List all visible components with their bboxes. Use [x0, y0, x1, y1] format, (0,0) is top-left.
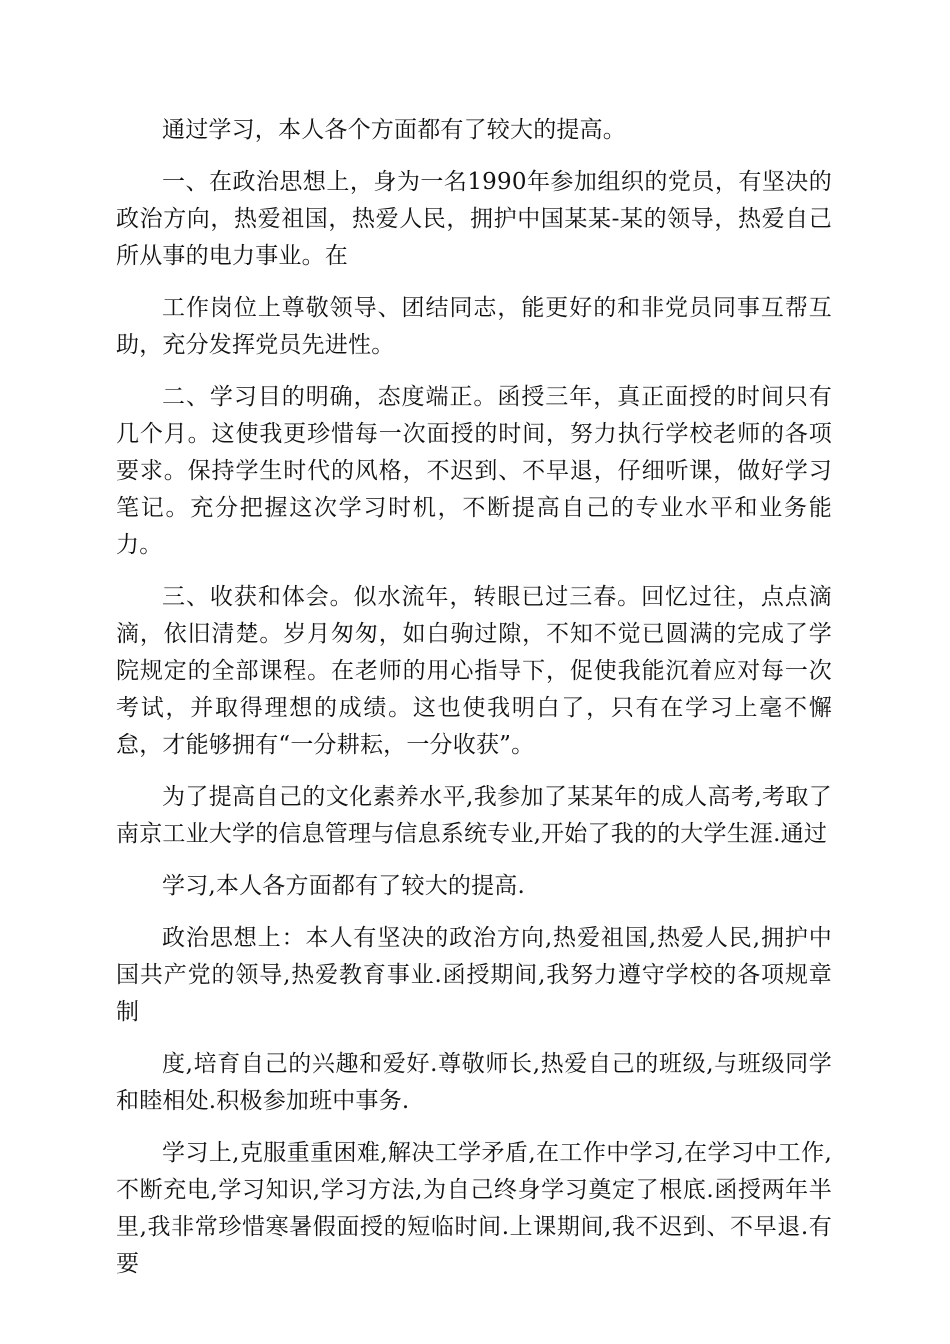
paragraph-10: 学习上,克服重重困难,解决工学矛盾,在工作中学习,在学习中工作,不断充电,学习知识,学习方法,为自己终身学习奠定了根底.函授两年半里,我非常珍惜寒暑假面授的短临时间.上课期间,我不迟到、不早退.有要: [116, 1140, 832, 1277]
document-body: [116, 112, 832, 1298]
paragraph-2: 一、在政治思想上，身为一名1990年参加组织的党员，有坚决的政治方向，热爱祖国，热爱人民，拥护中国某某-某的领导，热爱自己所从事的电力事业。在: [116, 169, 832, 269]
paragraph-3: 工作岗位上尊敬领导、团结同志，能更好的和非党员同事互帮互助，充分发挥党员先进性。: [116, 295, 832, 358]
paragraph-5: 三、收获和体会。似水流年，转眼已过三春。回忆过往，点点滴滴，依旧清楚。岁月匆匆，如白驹过隙，不知不觉已圆满的完成了学院规定的全部课程。在老师的用心指导下，促使我能沉着应对每一次考试，并取得理想的成绩。这也使我明白了，只有在学习上毫不懈怠，才能够拥有“一分耕耘，一分收获”。: [116, 584, 832, 758]
paragraph-1: 通过学习，本人各个方面都有了较大的提高。: [162, 117, 626, 143]
paragraph-4: 二、学习目的明确，态度端正。函授三年，真正面授的时间只有几个月。这使我更珍惜每一次面授的时间，努力执行学校老师的各项要求。保持学生时代的风格，不迟到、不早退，仔细听课，做好学习笔记。充分把握这次学习时机，不断提高自己的专业水平和业务能力。: [116, 384, 832, 558]
paragraph-8: 政治思想上：本人有坚决的政治方向,热爱祖国,热爱人民,拥护中国共产党的领导,热爱教育事业.函授期间,我努力遵守学校的各项规章制: [116, 925, 832, 1025]
paragraph-7: 学习,本人各方面都有了较大的提高.: [162, 873, 526, 899]
paragraph-9: 度,培育自己的兴趣和爱好.尊敬师长,热爱自己的班级,与班级同学和睦相处.积极参加班中事务.: [116, 1051, 832, 1114]
paragraph-6: 为了提高自己的文化素养水平,我参加了某某年的成人高考,考取了南京工业大学的信息管理与信息系统专业,开始了我的的大学生涯.通过: [116, 784, 832, 847]
